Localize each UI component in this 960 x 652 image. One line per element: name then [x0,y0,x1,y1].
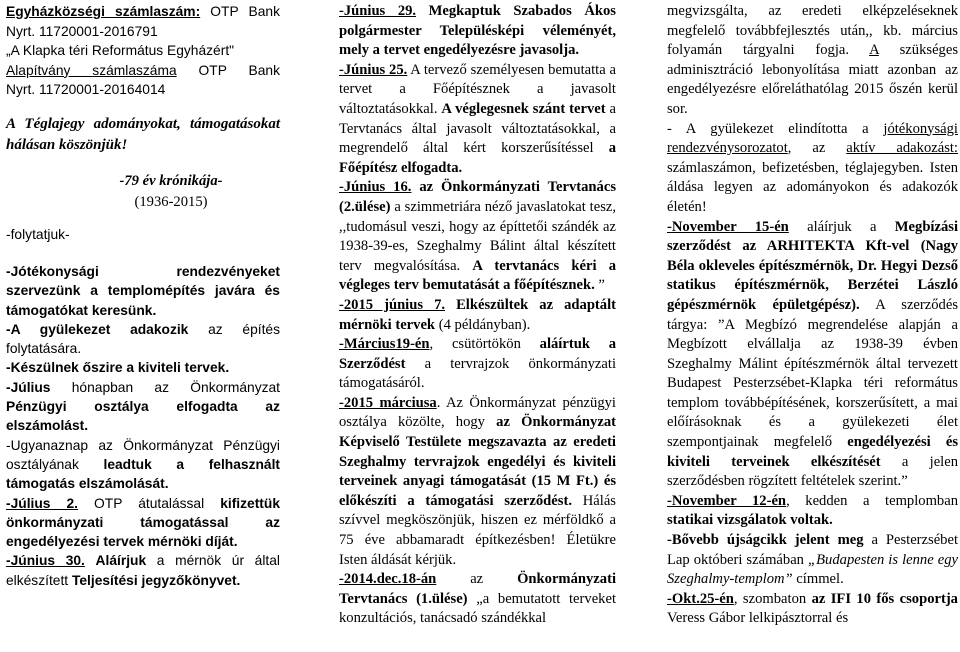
chronicle-entry: -Július hónapban az Önkormányzat Pénzügyi osztálya elfogadta az elszámolást. [6,379,280,434]
chronicle-entry: -2015 márciusa. Az Önkormányzat pénzügyi osztálya közölte, hogy az Önkormányzat Képviselő Testülete megszavazta az eredeti Szeghalmy tervrajzok engedélyi és kiviteli terveinek anyagi támogatását (15 M Ft.) és előkészíti a támogatási szerződést. Hálás szívvel megköszönjük, hiszen ez mérföldkő a 75 éve abbamaradt építkezésben! Életükre Isten áldását kérjük. [339,394,616,568]
chronicle-entry: - A gyülekezet elindította a jótékonysági rendezvénysorozatot, az aktív adakozást: számlaszámon, befizetésben, téglajegyben. Isten áldása legyen az adományokon és adakozók életén! [667,120,958,215]
chronicle-entry: -2015 június 7. Elkészültek az adaptált mérnöki tervek (4 példányban). [339,296,617,333]
chronicle-entry: -Bővebb újságcikk jelent meg a Pesterzsébet Lap októberi számában „Budapesten is lenne egy Szeghalmy-templom” címmel. [667,532,958,588]
chronicle-entry: -Jótékonysági rendezvényeket szervezünk a templomépítés javára és támogatókat keresünk. [6,263,280,318]
thanks-heading: A Téglajegy adományokat, támogatásokat hálásan köszönjük! [6,115,280,153]
bank-account-block [6,2,280,100]
church-account-line [6,2,280,22]
chronicle-entry: -2014.dec.18-án az Önkormányzati Tervtanács (1.ülése) „a bemutatott terveket konzultációs, tanácsadó szándékkal [339,571,616,627]
chronicle-entry: -Június 16. az Önkormányzati Tervtanács (2.ülése) a szimmetriára néző javaslatokat tesz, ,,tudomásul veszi, hogy az építtetői szándék az 1938-39-es, Szeghalmy Bálint által készített terv megvalósítása. A tervtanács kéri a végleges terv bemutatását a főépítésznek. ” [339,179,616,294]
column-right [667,2,958,629]
church-account-bank: OTP Bank [210,4,280,19]
column-middle [339,2,616,629]
chronicle-header [6,172,280,244]
foundation-account-label: Alapítvány számlaszáma [6,62,177,78]
chronicle-entry: -Június 25. A tervező személyesen bemutatta a tervet a Főépítésznek a javasolt változtatásokkal. A véglegesnek szánt tervet a Tervtanács által javasolt változtatásokkal, a megrendelő által kért korszerűsítéssel a Főépítész elfogadta. [339,61,616,176]
chronicle-entry: megvizsgálta, az eredeti elképzeléseknek megfelelő továbbfejlesztés után,, kb. március folyamán tárgyalni fogja. A szükséges adminisztráció lebonyolítása miatt azonban az engedélyezésre előreláthatólag 2015 őszén kerül sor. [667,3,958,117]
chronicle-entry: -Június 30. Aláírjuk a mérnök úr által elkészített Teljesítési jegyzőkönyvet. [6,553,280,588]
foundation-account-number: Nyrt. 11720001-20164014 [6,82,166,98]
chronicle-entry: -November 12-én, kedden a templomban statikai vizsgálatok voltak. [667,492,958,529]
chronicle-entry: -Készülnek őszire a kiviteli tervek. [6,360,230,376]
chronicle-entry: -Ugyanaznap az Önkormányzat Pénzügyi osztályának leadtuk a felhasznált támogatás elszámolását. [6,437,280,492]
church-account-number: Nyrt. 11720001-2016791 [6,23,158,39]
chronicle-entry: -A gyülekezet adakozik az építés folytatására. [6,321,280,357]
chronicle-entries [6,262,280,590]
chronicle-title: -79 év krónikája- [119,172,223,189]
foundation-account-line [6,61,280,81]
column-left [6,2,280,590]
chronicle-entry: -Július 2. OTP átutalással kifizettük önkormányzati támogatással az engedélyezési tervek mérnöki díját. [6,495,280,550]
chronicle-entry: -November 15-én aláírjuk a Megbízási szerződést az ARHITEKTA Kft-vel (Nagy Béla okleveles építészmérnök, Dr. Hegyi Dezső statikus építészmérnök, Berzétei László gépészmérnök épületgépész). A szerződés tárgya: ”A Megbízó megrendelése alapján a Megbízott elvállalja az 1938-39 évben Szeghalmy Málint építészmérnök által tervezett Budapest Pesterzsébet-Klapka téri református templom továbbépítésének, korszerűsített, a mai előírásoknak és a gyülekezeti élet szempontjainak megfelelő engedélyezési és kiviteli terveinek elkészítését a jelen szerződésben rögzített feltételek szerint.” [667,218,959,490]
church-account-label: Egyházközségi számlaszám: [6,4,201,19]
foundation-account-bank: OTP Bank [198,62,280,78]
chronicle-years: (1936-2015) [134,193,208,210]
chronicle-entry: -Március19-én, csütörtökön aláírtuk a Szerződést a tervrajzok önkormányzati támogatásáról. [339,336,617,392]
chronicle-entry: -Június 29. Megkaptuk Szabados Ákos polgármester Településképi véleményét, mely a tervet engedélyezésre javasolja. [339,3,616,59]
foundation-name: „A Klapka téri Református Egyházért" [6,43,235,59]
chronicle-entry: -Okt.25-én, szombaton az IFI 10 fős csoportja Veress Gábor lelkipásztorral és [667,590,958,627]
continued-label: -folytatjuk- [6,226,70,242]
